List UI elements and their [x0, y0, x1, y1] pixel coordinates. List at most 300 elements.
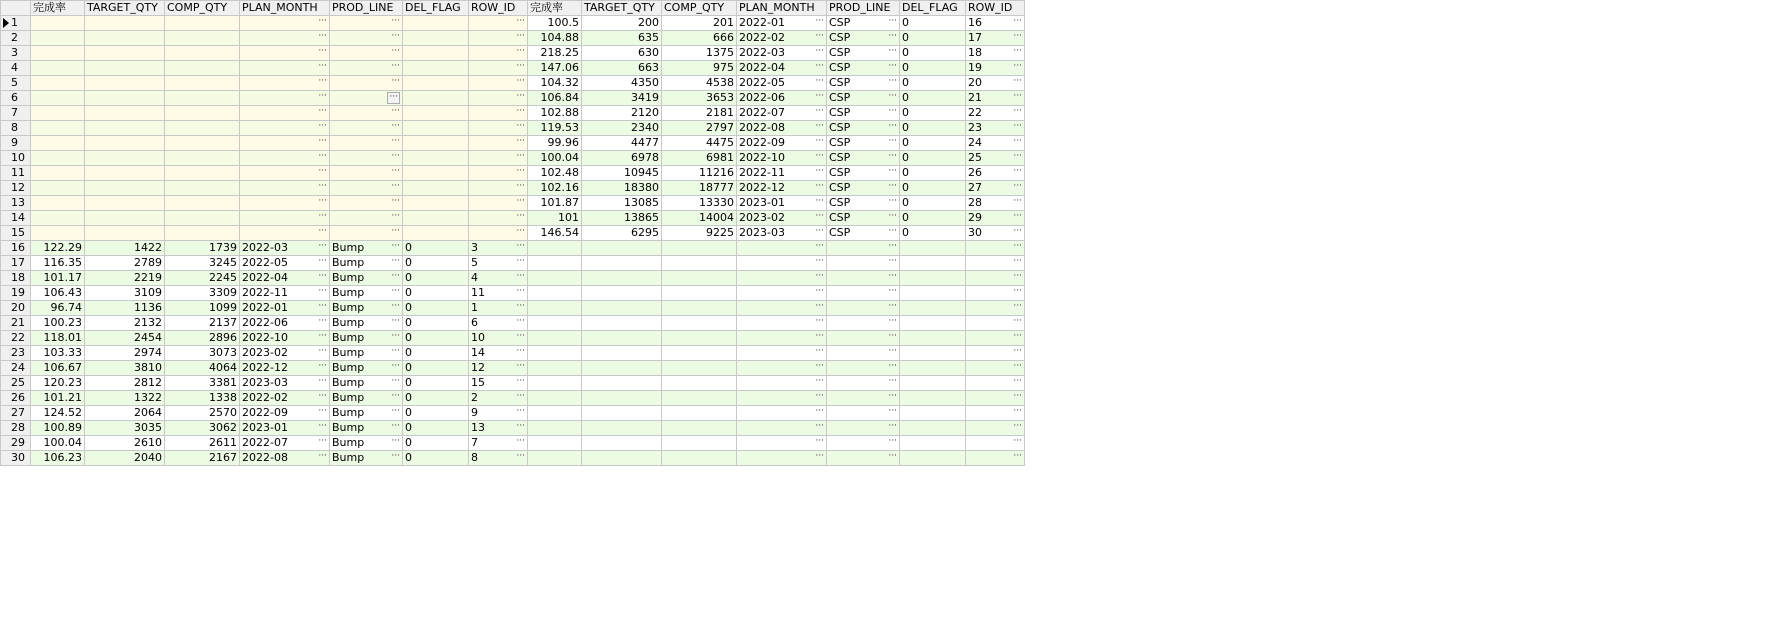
cell-prod-line[interactable]: [827, 226, 900, 241]
cell-plan-month[interactable]: [737, 211, 827, 226]
cell-completion-rate[interactable]: [31, 271, 85, 286]
column-header-comp-qty-2[interactable]: COMP_QTY: [662, 1, 737, 16]
cell-completion-rate[interactable]: [31, 316, 85, 331]
ellipsis-button[interactable]: ···: [1013, 46, 1022, 56]
ellipsis-button[interactable]: ···: [815, 406, 824, 416]
cell-completion-rate[interactable]: [31, 256, 85, 271]
cell-del-flag[interactable]: [403, 241, 469, 256]
cell-row-id[interactable]: [966, 256, 1025, 271]
cell-comp-qty[interactable]: [662, 136, 737, 151]
cell-plan-month[interactable]: [737, 196, 827, 211]
cell-del-flag[interactable]: [900, 406, 966, 421]
ellipsis-button[interactable]: ···: [391, 181, 400, 191]
ellipsis-button[interactable]: ···: [391, 406, 400, 416]
cell-del-flag[interactable]: [900, 91, 966, 106]
row-number-cell[interactable]: 11: [1, 166, 31, 181]
ellipsis-button[interactable]: ···: [318, 391, 327, 401]
ellipsis-button[interactable]: ···: [1013, 91, 1022, 101]
cell-target-qty[interactable]: [582, 121, 662, 136]
cell-plan-month[interactable]: [737, 331, 827, 346]
table-row[interactable]: [1, 421, 1025, 436]
cell-plan-month[interactable]: [240, 391, 330, 406]
cell-completion-rate[interactable]: [528, 166, 582, 181]
cell-prod-line[interactable]: [827, 361, 900, 376]
cell-row-id[interactable]: [966, 451, 1025, 466]
ellipsis-button[interactable]: ···: [1013, 16, 1022, 26]
ellipsis-button[interactable]: ···: [888, 256, 897, 266]
cell-completion-rate[interactable]: [528, 406, 582, 421]
cell-plan-month[interactable]: [737, 256, 827, 271]
cell-target-qty[interactable]: [85, 226, 165, 241]
column-header-plan-month-2[interactable]: PLAN_MONTH: [737, 1, 827, 16]
row-number-cell[interactable]: 18: [1, 271, 31, 286]
cell-prod-line[interactable]: [827, 301, 900, 316]
cell-target-qty[interactable]: [582, 436, 662, 451]
ellipsis-button[interactable]: ···: [318, 436, 327, 446]
cell-target-qty[interactable]: [85, 316, 165, 331]
table-row[interactable]: [1, 31, 1025, 46]
cell-completion-rate[interactable]: [31, 451, 85, 466]
cell-completion-rate[interactable]: [528, 346, 582, 361]
cell-target-qty[interactable]: [85, 451, 165, 466]
cell-prod-line[interactable]: [827, 346, 900, 361]
cell-del-flag[interactable]: [900, 46, 966, 61]
cell-target-qty[interactable]: [582, 166, 662, 181]
cell-target-qty[interactable]: [85, 436, 165, 451]
cell-comp-qty[interactable]: [165, 331, 240, 346]
cell-del-flag[interactable]: [403, 436, 469, 451]
cell-target-qty[interactable]: [85, 286, 165, 301]
ellipsis-button[interactable]: ···: [1013, 226, 1022, 236]
ellipsis-button[interactable]: ···: [888, 31, 897, 41]
cell-target-qty[interactable]: [582, 316, 662, 331]
ellipsis-button[interactable]: ···: [516, 76, 525, 86]
ellipsis-button[interactable]: ···: [815, 211, 824, 221]
cell-comp-qty[interactable]: [165, 376, 240, 391]
cell-plan-month[interactable]: [240, 421, 330, 436]
ellipsis-button[interactable]: ···: [888, 406, 897, 416]
cell-completion-rate[interactable]: [31, 406, 85, 421]
cell-completion-rate[interactable]: [528, 226, 582, 241]
cell-plan-month[interactable]: [737, 346, 827, 361]
cell-row-id[interactable]: [469, 121, 528, 136]
cell-row-id[interactable]: [469, 76, 528, 91]
cell-comp-qty[interactable]: [662, 406, 737, 421]
ellipsis-button[interactable]: ···: [516, 241, 525, 251]
cell-plan-month[interactable]: [240, 331, 330, 346]
ellipsis-button[interactable]: ···: [1013, 421, 1022, 431]
ellipsis-button[interactable]: ···: [391, 46, 400, 56]
ellipsis-button[interactable]: ···: [516, 436, 525, 446]
cell-comp-qty[interactable]: [165, 316, 240, 331]
cell-completion-rate[interactable]: [31, 361, 85, 376]
cell-del-flag[interactable]: [403, 226, 469, 241]
row-number-cell[interactable]: 22: [1, 331, 31, 346]
ellipsis-button[interactable]: ···: [516, 226, 525, 236]
cell-target-qty[interactable]: [85, 421, 165, 436]
cell-row-id[interactable]: [469, 181, 528, 196]
row-number-cell[interactable]: 27: [1, 406, 31, 421]
ellipsis-button[interactable]: ···: [1013, 181, 1022, 191]
ellipsis-button[interactable]: ···: [318, 241, 327, 251]
ellipsis-button[interactable]: ···: [318, 31, 327, 41]
cell-del-flag[interactable]: [403, 181, 469, 196]
cell-completion-rate[interactable]: [31, 226, 85, 241]
ellipsis-button[interactable]: ···: [516, 196, 525, 206]
cell-plan-month[interactable]: [240, 286, 330, 301]
cell-del-flag[interactable]: [900, 361, 966, 376]
cell-target-qty[interactable]: [582, 451, 662, 466]
cell-comp-qty[interactable]: [662, 301, 737, 316]
cell-prod-line[interactable]: [827, 421, 900, 436]
table-row[interactable]: [1, 316, 1025, 331]
ellipsis-button[interactable]: ···: [815, 331, 824, 341]
cell-del-flag[interactable]: [403, 151, 469, 166]
cell-comp-qty[interactable]: [165, 106, 240, 121]
cell-completion-rate[interactable]: [528, 436, 582, 451]
cell-comp-qty[interactable]: [662, 61, 737, 76]
cell-prod-line[interactable]: [330, 271, 403, 286]
ellipsis-button[interactable]: ···: [318, 451, 327, 461]
ellipsis-button[interactable]: ···: [391, 331, 400, 341]
cell-prod-line[interactable]: [330, 46, 403, 61]
cell-comp-qty[interactable]: [165, 151, 240, 166]
cell-target-qty[interactable]: [85, 166, 165, 181]
cell-completion-rate[interactable]: [528, 61, 582, 76]
cell-del-flag[interactable]: [403, 256, 469, 271]
cell-prod-line[interactable]: [330, 16, 403, 31]
cell-prod-line[interactable]: [330, 436, 403, 451]
cell-row-id[interactable]: [966, 391, 1025, 406]
cell-del-flag[interactable]: [900, 391, 966, 406]
ellipsis-button[interactable]: ···: [318, 16, 327, 26]
cell-target-qty[interactable]: [85, 391, 165, 406]
cell-completion-rate[interactable]: [31, 196, 85, 211]
ellipsis-button[interactable]: ···: [391, 376, 400, 386]
cell-prod-line[interactable]: [827, 316, 900, 331]
ellipsis-button[interactable]: ···: [815, 151, 824, 161]
cell-row-id[interactable]: [966, 376, 1025, 391]
cell-completion-rate[interactable]: [528, 31, 582, 46]
row-number-cell[interactable]: 28: [1, 421, 31, 436]
cell-prod-line[interactable]: [330, 406, 403, 421]
cell-plan-month[interactable]: [737, 61, 827, 76]
cell-prod-line[interactable]: [827, 16, 900, 31]
cell-del-flag[interactable]: [900, 76, 966, 91]
cell-completion-rate[interactable]: [31, 151, 85, 166]
cell-completion-rate[interactable]: [528, 301, 582, 316]
row-number-cell[interactable]: 26: [1, 391, 31, 406]
ellipsis-button[interactable]: ···: [516, 421, 525, 431]
cell-prod-line[interactable]: [330, 181, 403, 196]
cell-row-id[interactable]: [469, 331, 528, 346]
ellipsis-button[interactable]: ···: [815, 316, 824, 326]
table-row[interactable]: [1, 406, 1025, 421]
cell-comp-qty[interactable]: [662, 361, 737, 376]
ellipsis-button[interactable]: ···: [391, 346, 400, 356]
cell-comp-qty[interactable]: [165, 391, 240, 406]
row-number-cell[interactable]: 5: [1, 76, 31, 91]
cell-plan-month[interactable]: [240, 316, 330, 331]
cell-del-flag[interactable]: [403, 166, 469, 181]
ellipsis-button[interactable]: ···: [815, 106, 824, 116]
ellipsis-button[interactable]: ···: [1013, 361, 1022, 371]
cell-plan-month[interactable]: [240, 406, 330, 421]
cell-row-id[interactable]: [469, 256, 528, 271]
row-number-cell[interactable]: 12: [1, 181, 31, 196]
cell-row-id[interactable]: [469, 136, 528, 151]
cell-prod-line[interactable]: [827, 376, 900, 391]
ellipsis-button[interactable]: ···: [391, 196, 400, 206]
table-row[interactable]: [1, 76, 1025, 91]
cell-target-qty[interactable]: [582, 331, 662, 346]
cell-completion-rate[interactable]: [528, 361, 582, 376]
ellipsis-button[interactable]: ···: [888, 391, 897, 401]
row-number-cell[interactable]: 20: [1, 301, 31, 316]
ellipsis-button[interactable]: ···: [1013, 301, 1022, 311]
cell-row-id[interactable]: [966, 151, 1025, 166]
cell-plan-month[interactable]: [240, 91, 330, 106]
cell-prod-line[interactable]: [827, 76, 900, 91]
cell-row-id[interactable]: [966, 286, 1025, 301]
cell-target-qty[interactable]: [85, 211, 165, 226]
cell-target-qty[interactable]: [582, 151, 662, 166]
cell-prod-line[interactable]: [827, 31, 900, 46]
cell-target-qty[interactable]: [582, 256, 662, 271]
row-number-cell[interactable]: 23: [1, 346, 31, 361]
ellipsis-button[interactable]: ···: [391, 241, 400, 251]
ellipsis-button[interactable]: ···: [888, 346, 897, 356]
ellipsis-button[interactable]: ···: [391, 136, 400, 146]
cell-del-flag[interactable]: [403, 61, 469, 76]
ellipsis-button[interactable]: ···: [318, 271, 327, 281]
cell-plan-month[interactable]: [737, 181, 827, 196]
cell-plan-month[interactable]: [240, 181, 330, 196]
cell-plan-month[interactable]: [240, 256, 330, 271]
cell-row-id[interactable]: [966, 61, 1025, 76]
ellipsis-button[interactable]: ···: [1013, 121, 1022, 131]
ellipsis-button[interactable]: ···: [888, 241, 897, 251]
cell-plan-month[interactable]: [240, 151, 330, 166]
ellipsis-button[interactable]: ···: [815, 166, 824, 176]
cell-row-id[interactable]: [469, 406, 528, 421]
cell-completion-rate[interactable]: [31, 421, 85, 436]
cell-del-flag[interactable]: [900, 136, 966, 151]
cell-prod-line[interactable]: [827, 391, 900, 406]
cell-row-id[interactable]: [469, 91, 528, 106]
ellipsis-button[interactable]: ···: [815, 226, 824, 236]
ellipsis-button[interactable]: ···: [516, 451, 525, 461]
cell-plan-month[interactable]: [737, 436, 827, 451]
cell-comp-qty[interactable]: [662, 316, 737, 331]
cell-row-id[interactable]: [966, 181, 1025, 196]
cell-comp-qty[interactable]: [165, 346, 240, 361]
cell-completion-rate[interactable]: [528, 196, 582, 211]
row-number-cell[interactable]: 17: [1, 256, 31, 271]
row-number-cell[interactable]: 3: [1, 46, 31, 61]
ellipsis-button[interactable]: ···: [888, 301, 897, 311]
table-row[interactable]: [1, 286, 1025, 301]
cell-row-id[interactable]: [469, 106, 528, 121]
ellipsis-button[interactable]: ···: [888, 211, 897, 221]
cell-plan-month[interactable]: [737, 16, 827, 31]
cell-completion-rate[interactable]: [528, 451, 582, 466]
column-header-del-flag-2[interactable]: DEL_FLAG: [900, 1, 966, 16]
cell-comp-qty[interactable]: [165, 16, 240, 31]
cell-prod-line[interactable]: [827, 211, 900, 226]
cell-plan-month[interactable]: [240, 61, 330, 76]
cell-row-id[interactable]: [469, 376, 528, 391]
ellipsis-button[interactable]: ···: [318, 376, 327, 386]
cell-target-qty[interactable]: [85, 91, 165, 106]
cell-del-flag[interactable]: [900, 286, 966, 301]
cell-prod-line[interactable]: [330, 91, 403, 106]
cell-prod-line[interactable]: [330, 361, 403, 376]
cell-plan-month[interactable]: [240, 346, 330, 361]
cell-row-id[interactable]: [966, 166, 1025, 181]
ellipsis-button[interactable]: ···: [516, 106, 525, 116]
cell-del-flag[interactable]: [900, 256, 966, 271]
ellipsis-button[interactable]: ···: [815, 271, 824, 281]
row-number-cell[interactable]: 29: [1, 436, 31, 451]
cell-row-id[interactable]: [966, 121, 1025, 136]
cell-completion-rate[interactable]: [31, 436, 85, 451]
row-number-cell[interactable]: 4: [1, 61, 31, 76]
cell-del-flag[interactable]: [403, 331, 469, 346]
cell-completion-rate[interactable]: [31, 16, 85, 31]
cell-target-qty[interactable]: [582, 241, 662, 256]
ellipsis-button[interactable]: ···: [318, 166, 327, 176]
ellipsis-button[interactable]: ···: [815, 31, 824, 41]
cell-comp-qty[interactable]: [662, 436, 737, 451]
ellipsis-button[interactable]: ···: [516, 136, 525, 146]
cell-row-id[interactable]: [966, 346, 1025, 361]
cell-comp-qty[interactable]: [662, 106, 737, 121]
cell-plan-month[interactable]: [240, 376, 330, 391]
cell-comp-qty[interactable]: [165, 76, 240, 91]
row-number-cell[interactable]: 21: [1, 316, 31, 331]
ellipsis-button[interactable]: ···: [318, 406, 327, 416]
cell-del-flag[interactable]: [403, 31, 469, 46]
row-number-cell[interactable]: 30: [1, 451, 31, 466]
cell-prod-line[interactable]: [827, 181, 900, 196]
cell-prod-line[interactable]: [330, 286, 403, 301]
ellipsis-button[interactable]: ···: [391, 106, 400, 116]
ellipsis-button[interactable]: ···: [391, 16, 400, 26]
cell-prod-line[interactable]: [330, 196, 403, 211]
cell-row-id[interactable]: [966, 211, 1025, 226]
ellipsis-button[interactable]: ···: [516, 166, 525, 176]
cell-comp-qty[interactable]: [165, 436, 240, 451]
row-number-cell[interactable]: 15: [1, 226, 31, 241]
cell-del-flag[interactable]: [403, 76, 469, 91]
ellipsis-button[interactable]: ···: [1013, 316, 1022, 326]
cell-del-flag[interactable]: [900, 211, 966, 226]
cell-target-qty[interactable]: [582, 196, 662, 211]
cell-comp-qty[interactable]: [165, 286, 240, 301]
cell-row-id[interactable]: [469, 316, 528, 331]
cell-comp-qty[interactable]: [165, 211, 240, 226]
cell-row-id[interactable]: [966, 16, 1025, 31]
cell-del-flag[interactable]: [403, 346, 469, 361]
ellipsis-button[interactable]: ···: [815, 136, 824, 146]
ellipsis-button[interactable]: ···: [318, 61, 327, 71]
cell-target-qty[interactable]: [85, 46, 165, 61]
ellipsis-button[interactable]: ···: [318, 361, 327, 371]
cell-row-id[interactable]: [966, 106, 1025, 121]
cell-del-flag[interactable]: [403, 136, 469, 151]
table-row[interactable]: [1, 226, 1025, 241]
cell-del-flag[interactable]: [900, 271, 966, 286]
cell-del-flag[interactable]: [900, 436, 966, 451]
cell-comp-qty[interactable]: [662, 166, 737, 181]
cell-del-flag[interactable]: [403, 421, 469, 436]
cell-completion-rate[interactable]: [528, 316, 582, 331]
ellipsis-button[interactable]: ···: [815, 46, 824, 56]
ellipsis-button[interactable]: ···: [888, 226, 897, 236]
cell-prod-line[interactable]: [330, 151, 403, 166]
cell-prod-line[interactable]: [827, 121, 900, 136]
cell-target-qty[interactable]: [85, 406, 165, 421]
table-row[interactable]: [1, 346, 1025, 361]
cell-completion-rate[interactable]: [528, 181, 582, 196]
cell-prod-line[interactable]: [827, 256, 900, 271]
cell-comp-qty[interactable]: [165, 271, 240, 286]
cell-del-flag[interactable]: [900, 151, 966, 166]
cell-target-qty[interactable]: [582, 91, 662, 106]
ellipsis-button[interactable]: ···: [389, 92, 398, 102]
cell-completion-rate[interactable]: [31, 121, 85, 136]
cell-comp-qty[interactable]: [165, 136, 240, 151]
cell-plan-month[interactable]: [737, 121, 827, 136]
ellipsis-button[interactable]: ···: [1013, 61, 1022, 71]
ellipsis-button[interactable]: ···: [815, 421, 824, 431]
ellipsis-button[interactable]: ···: [888, 376, 897, 386]
cell-row-id[interactable]: [469, 361, 528, 376]
cell-del-flag[interactable]: [403, 16, 469, 31]
table-row[interactable]: [1, 376, 1025, 391]
cell-comp-qty[interactable]: [662, 211, 737, 226]
cell-comp-qty[interactable]: [165, 181, 240, 196]
cell-plan-month[interactable]: [737, 376, 827, 391]
cell-completion-rate[interactable]: [31, 136, 85, 151]
cell-target-qty[interactable]: [582, 361, 662, 376]
cell-comp-qty[interactable]: [662, 91, 737, 106]
table-row[interactable]: [1, 151, 1025, 166]
cell-target-qty[interactable]: [582, 106, 662, 121]
cell-prod-line[interactable]: [827, 331, 900, 346]
table-row[interactable]: [1, 271, 1025, 286]
table-row[interactable]: [1, 241, 1025, 256]
cell-del-flag[interactable]: [403, 301, 469, 316]
cell-plan-month[interactable]: [240, 436, 330, 451]
column-header-completion-rate[interactable]: 完成率: [31, 1, 85, 16]
cell-del-flag[interactable]: [900, 226, 966, 241]
ellipsis-button[interactable]: ···: [1013, 136, 1022, 146]
cell-comp-qty[interactable]: [662, 196, 737, 211]
cell-del-flag[interactable]: [403, 376, 469, 391]
table-row[interactable]: [1, 451, 1025, 466]
ellipsis-button[interactable]: ···: [318, 121, 327, 131]
cell-completion-rate[interactable]: [528, 241, 582, 256]
ellipsis-button[interactable]: ···: [815, 91, 824, 101]
ellipsis-button[interactable]: ···: [888, 61, 897, 71]
ellipsis-button[interactable]: ···: [391, 166, 400, 176]
cell-plan-month[interactable]: [737, 91, 827, 106]
ellipsis-button[interactable]: ···: [318, 151, 327, 161]
cell-completion-rate[interactable]: [528, 391, 582, 406]
cell-plan-month[interactable]: [240, 16, 330, 31]
